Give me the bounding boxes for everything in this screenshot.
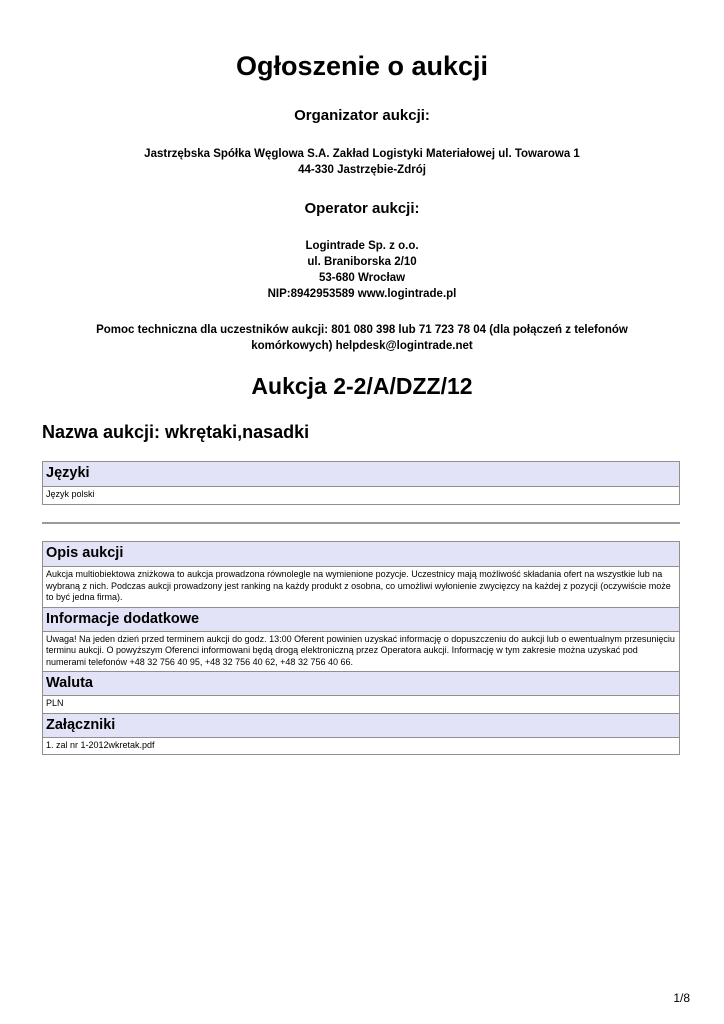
currency-value: PLN [46, 698, 64, 708]
description-heading: Opis aukcji [43, 542, 679, 567]
support-line: Pomoc techniczna dla uczestników aukcji: 801 080 398 lub 71 723 78 04 (dla połączeń z telefonów [96, 324, 628, 336]
details-box [42, 541, 680, 755]
languages-box [42, 461, 680, 505]
currency-heading: Waluta [43, 671, 679, 696]
operator-line: Logintrade Sp. z o.o. [305, 240, 419, 252]
operator-line: NIP:8942953589 www.logintrade.pl [267, 288, 457, 300]
organizer-line: 44-330 Jastrzębie-Zdrój [298, 164, 426, 176]
additional-info-heading: Informacje dodatkowe [43, 607, 679, 632]
attachments-heading: Załączniki [43, 713, 679, 738]
organizer-block [0, 146, 724, 178]
organizer-heading: Organizator aukcji: [294, 107, 430, 124]
description-body: Aukcja multiobiektowa zniżkowa to aukcja prowadzona równolegle na wymienione pozycje. Uczestnicy mają możliwość składania ofert na wszystkie lub na wybraną z nich. Podczas aukcji prowadzony jest ranking na każdy produkt z osobna, co umożliwi wyłonienie zwycięzcy na każdej z pozycji (oczywiście może to być jedna firma). [46, 569, 671, 602]
operator-block [0, 238, 724, 302]
languages-value: Język polski [46, 489, 95, 499]
auction-name: Nazwa aukcji: wkrętaki,nasadki [42, 422, 310, 442]
auction-number: Aukcja 2-2/A/DZZ/12 [251, 373, 473, 399]
support-block [0, 322, 724, 354]
document-title: Ogłoszenie o aukcji [235, 51, 489, 81]
operator-line: 53-680 Wrocław [318, 272, 406, 284]
attachment-link[interactable]: 1. zal nr 1-2012wkretak.pdf [46, 739, 155, 750]
languages-heading: Języki [43, 462, 679, 487]
additional-info-body: Uwaga! Na jeden dzień przed terminem aukcji do godz. 13:00 Oferent powinien uzyskać informację o dopuszczeniu do aukcji lub o ewentualnym przesunięciu terminu aukcji. O powyższym Oferenci informowani będą drogą elektroniczną przez Operatora aukcji. Informację w tym zakresie można uzyskać pod numerami telefonów +48 32 756 40 95, +48 32 756 40 62, +48 32 756 40 66. [46, 633, 675, 667]
operator-heading: Operator aukcji: [304, 200, 420, 217]
organizer-line: Jastrzębska Spółka Węglowa S.A. Zakład Logistyki Materiałowej ul. Towarowa 1 [144, 148, 580, 160]
section-divider [42, 522, 680, 524]
operator-line: ul. Braniborska 2/10 [307, 256, 417, 268]
support-line: komórkowych) helpdesk@logintrade.net [251, 340, 473, 352]
page-number: 1/8 [673, 991, 690, 1005]
